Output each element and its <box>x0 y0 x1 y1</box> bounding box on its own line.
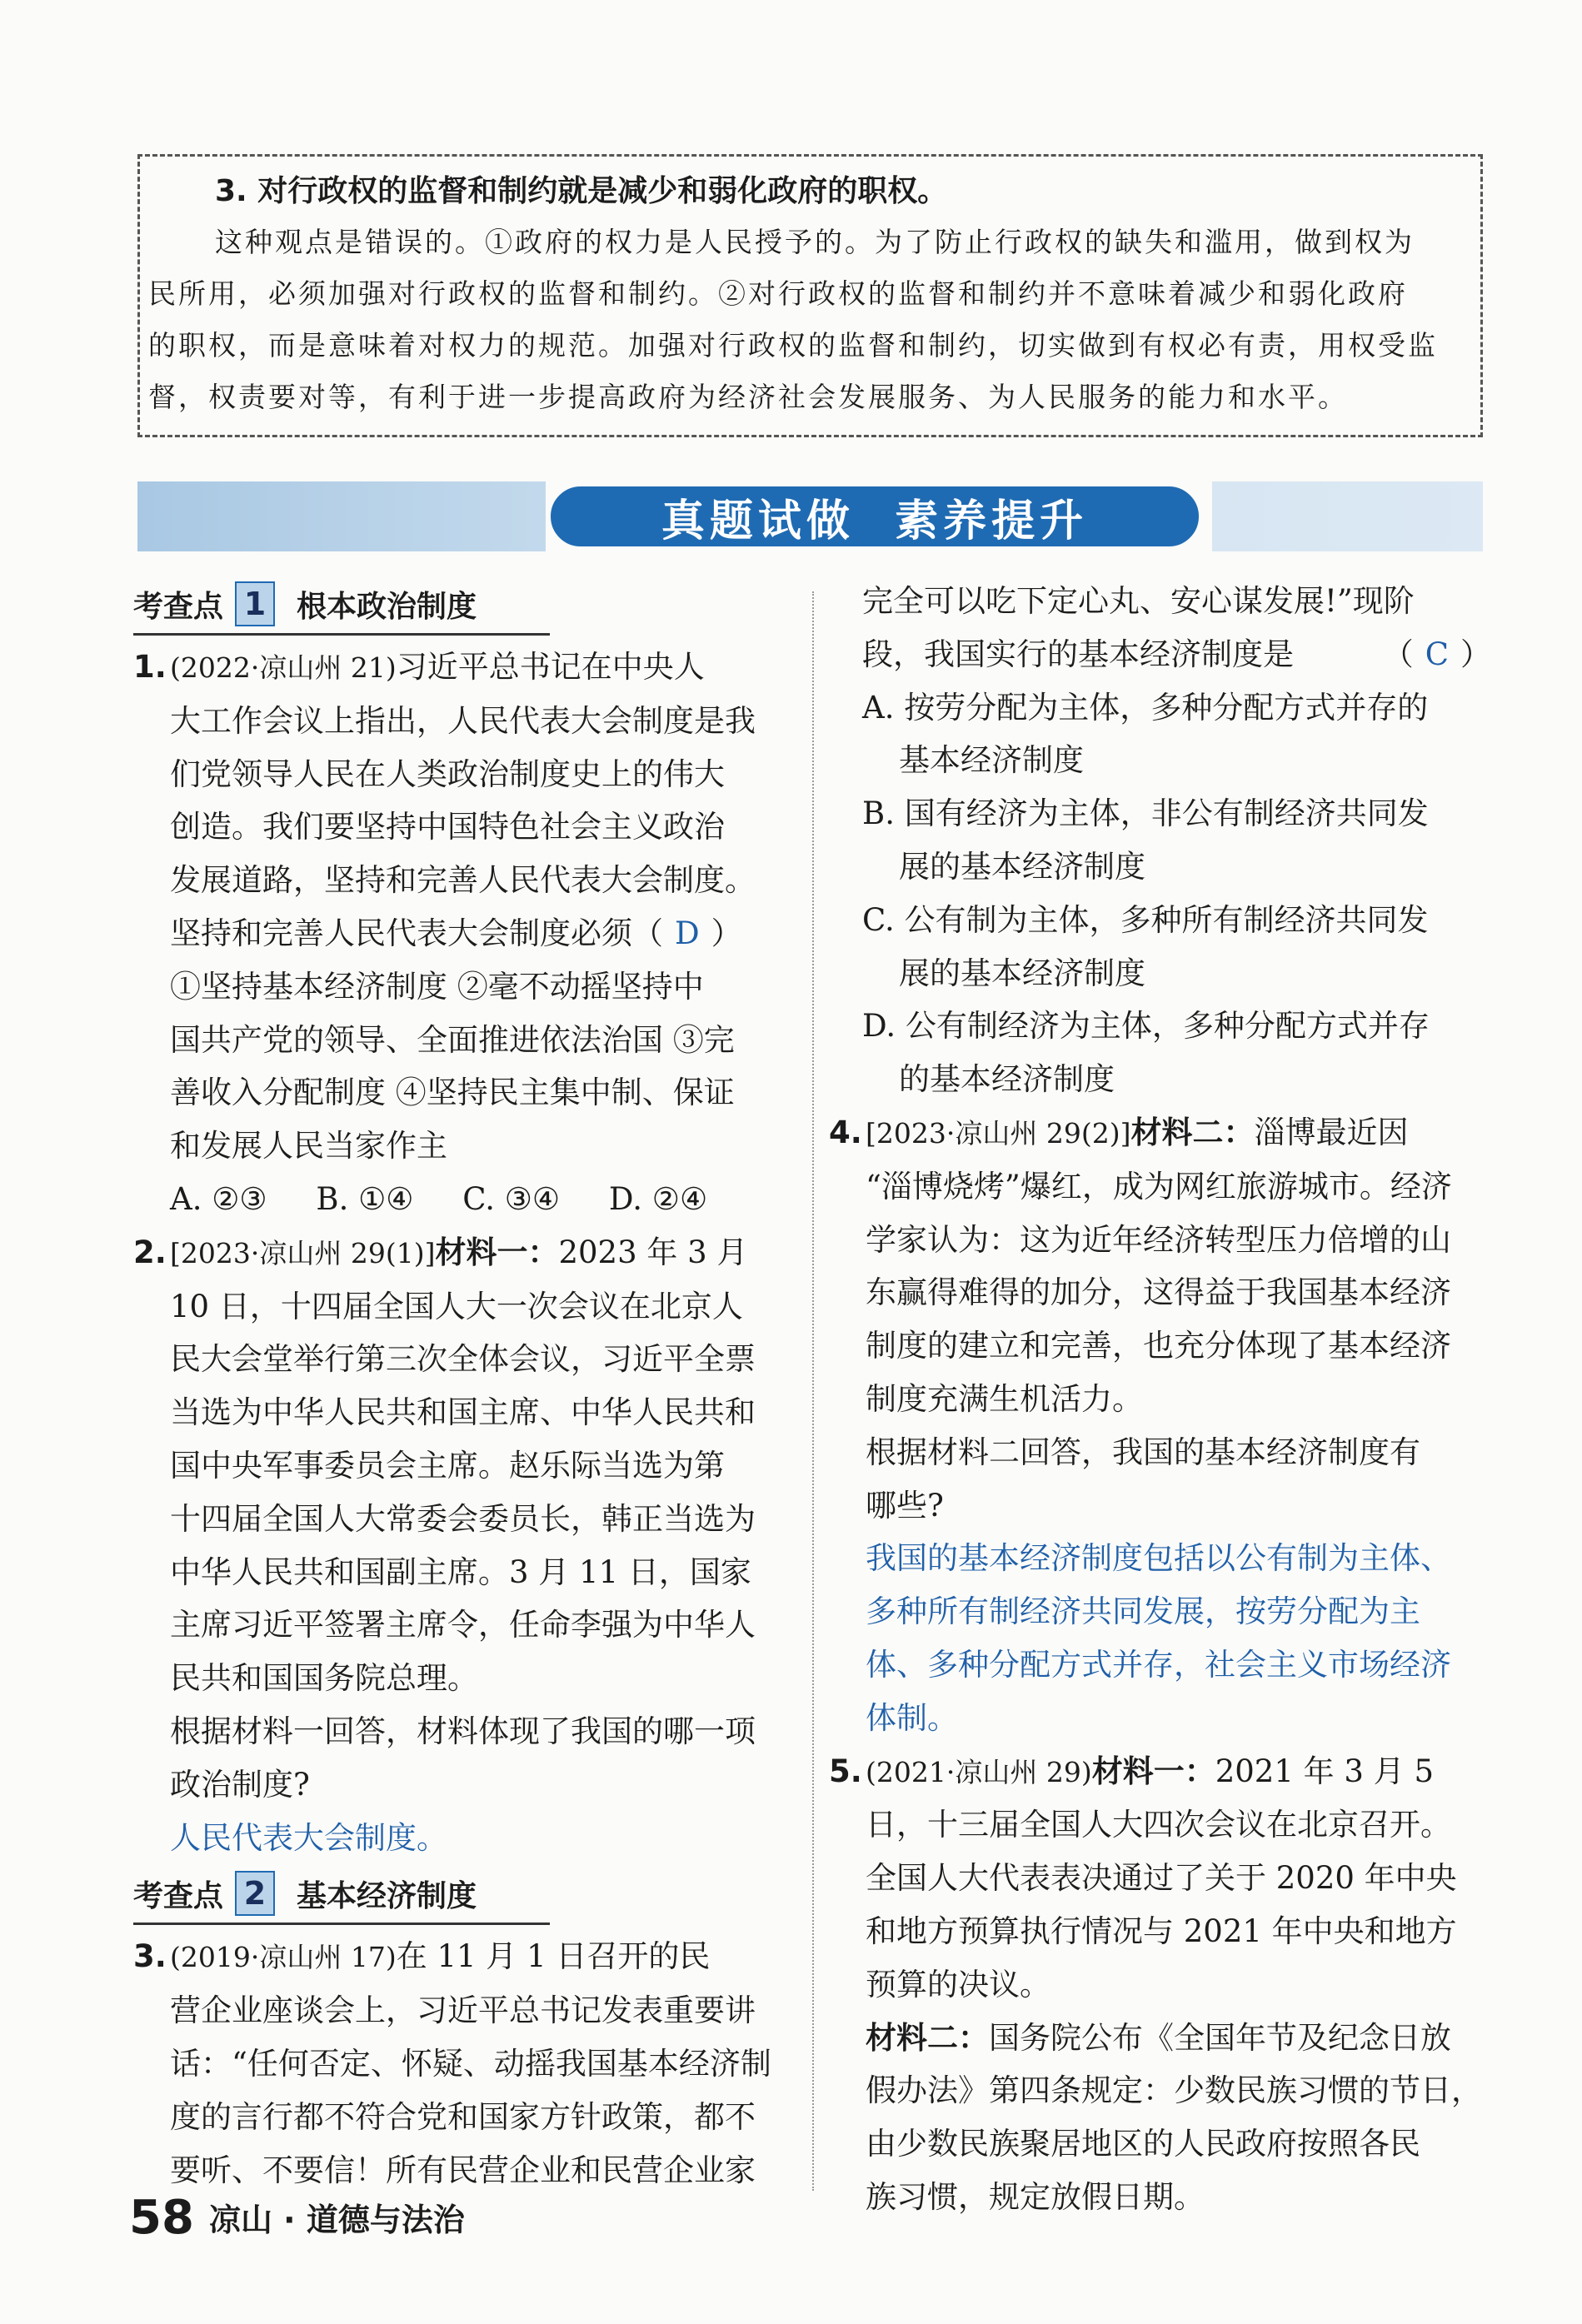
question-text: 话：“任何否定、怀疑、动摇我国基本经济制 <box>170 2045 771 2082</box>
question-text: 和地方预算执行情况与 2021 年中央和地方 <box>866 1913 1457 1949</box>
question-text: 当选为中华人民共和国主席、中华人民共和 <box>170 1394 756 1431</box>
note-title: 3. 对行政权的监督和制约就是减少和弱化政府的职权。 <box>215 174 948 208</box>
question-number: 5. <box>829 1753 862 1789</box>
option-d: D. 公有制经济为主体，多种分配方式并存 <box>862 1008 1430 1045</box>
question-text: 国共产党的领导、全面推进依法治国 ③完 <box>170 1021 735 1058</box>
question-text: 主席习近平签署主席令，任命李强为中华人 <box>170 1607 756 1643</box>
section-banner <box>137 481 1483 551</box>
answer-options: A. ②③ B. ①④ C. ③④ D. ②④ <box>170 1180 708 1217</box>
material-label: 材料一： <box>1091 1753 1215 1789</box>
question-text: 学家认为：这为近年经济转型压力倍增的山 <box>866 1221 1451 1258</box>
question-text: 假办法》第四条规定：少数民族习惯的节日， <box>866 2072 1482 2109</box>
question-number: 4. <box>829 1114 862 1150</box>
question-3 <box>133 1930 791 2197</box>
answer-text: 体、多种分配方式并存，社会主义市场经济 <box>866 1646 1451 1683</box>
question-2 <box>133 1226 791 1865</box>
option-c: C. 公有制为主体，多种所有制经济共同发 <box>862 901 1429 938</box>
answer-choice: D <box>675 915 700 951</box>
option-c: 展的基本经济制度 <box>899 955 1145 991</box>
banner-title: 真题试做 素养提升 <box>661 496 1089 546</box>
material-label: 材料二： <box>866 2019 989 2056</box>
option-b: B. 国有经济为主体，非公有制经济共同发 <box>862 795 1429 832</box>
question-1 <box>133 641 791 1226</box>
note-line: 民所用，必须加强对行政权的监督和制约。②对行政权的监督和制约并不意味着减少和弱化政府 <box>148 277 1408 310</box>
question-text: 全国人大代表表决通过了关于 2020 年中央 <box>866 1860 1457 1897</box>
question-text: 中华人民共和国副主席。3 月 11 日，国家 <box>170 1553 751 1590</box>
question-text: 发展道路，坚持和完善人民代表大会制度。 <box>170 862 756 899</box>
question-source: [2023·凉山州 29(2)] <box>866 1116 1131 1150</box>
question-source: (2022·凉山州 21) <box>170 651 397 684</box>
question-text: 和发展人民当家作主 <box>170 1128 447 1164</box>
option-d: 的基本经济制度 <box>899 1061 1115 1098</box>
option-a: A. 按劳分配为主体，多种分配方式并存的 <box>862 689 1429 726</box>
page-number: 58 <box>129 2191 194 2245</box>
question-text: 根据材料二回答，我国的基本经济制度有 <box>866 1434 1420 1470</box>
question-text: 大工作会议上指出，人民代表大会制度是我 <box>170 702 756 739</box>
material-label: 材料二： <box>1130 1114 1255 1150</box>
question-text: 习近平总书记在中央人 <box>396 649 705 685</box>
question-number: 2. <box>133 1234 167 1270</box>
question-source: (2021·凉山州 29) <box>866 1755 1092 1788</box>
question-text: 国务院公布《全国年节及纪念日放 <box>989 2019 1451 2056</box>
question-text: 日，十三届全国人大四次会议在北京召开。 <box>866 1807 1451 1843</box>
question-text: 2023 年 3 月 <box>558 1234 748 1270</box>
note-box <box>137 154 1483 437</box>
question-text: ） <box>711 915 742 951</box>
question-text: 10 日，十四届全国人大一次会议在北京人 <box>170 1288 743 1324</box>
question-text: 民共和国国务院总理。 <box>170 1660 478 1697</box>
question-text: 度的言行都不符合党和国家方针政策，都不 <box>170 2098 756 2135</box>
question-number: 1. <box>133 649 167 685</box>
question-text: 族习惯，规定放假日期。 <box>866 2178 1205 2215</box>
question-text: “淄博烧烤”爆红，成为网红旅游城市。经济 <box>866 1168 1452 1204</box>
answer-text: 人民代表大会制度。 <box>170 1819 447 1856</box>
question-text: 政治制度? <box>170 1766 310 1803</box>
section-label: 考查点 <box>133 1878 224 1913</box>
question-text: 淄博最近因 <box>1254 1114 1409 1150</box>
question-text: 制度充满生机活力。 <box>866 1380 1143 1417</box>
banner-pill <box>546 481 1204 551</box>
question-text: 营企业座谈会上，习近平总书记发表重要讲 <box>170 1992 756 2029</box>
question-3-continued: 完全可以吃下定心丸、安心谋发展!”现阶 段，我国实行的基本经济制度是 （ C ） A. 按劳分配为主体，多种分配方式并存的 基本经济制度 B. 国有经济为主体，非公有制经济共同发 展的基本经济制度 C. 公有制为主体，多种所有制经济共同发 展的基本经济制度 D. 公有制经济为主体，多种分配方式并存 的基本经济制度 <box>862 575 1491 1106</box>
note-line: 督，权责要对等，有利于进一步提高政府为经济社会发展服务、为人民服务的能力和水平。 <box>148 381 1348 413</box>
question-source: [2023·凉山州 29(1)] <box>170 1236 436 1269</box>
question-text: 十四届全国人大常委会委员长，韩正当选为 <box>170 1500 756 1537</box>
option-b: 展的基本经济制度 <box>899 848 1145 885</box>
answer-text: 体制。 <box>866 1699 958 1736</box>
material-label: 材料一： <box>435 1234 559 1270</box>
answer-text: 我国的基本经济制度包括以公有制为主体、 <box>866 1540 1451 1577</box>
question-text: 哪些? <box>866 1487 944 1524</box>
question-text: 由少数民族聚居地区的人民政府按照各民 <box>866 2126 1420 2162</box>
question-text: 完全可以吃下定心丸、安心谋发展!”现阶 <box>862 583 1415 619</box>
question-text: 段，我国实行的基本经济制度是 <box>862 636 1294 672</box>
note-line: 这种观点是错误的。①政府的权力是人民授予的。为了防止行政权的缺失和滥用，做到权为 <box>215 226 1415 258</box>
question-text: 根据材料一回答，材料体现了我国的哪一项 <box>170 1713 756 1749</box>
answer-choice: C <box>1425 636 1449 672</box>
question-text: 东赢得难得的加分，这得益于我国基本经济 <box>866 1274 1451 1311</box>
option-a: 基本经济制度 <box>899 742 1084 779</box>
column-divider <box>812 591 814 2191</box>
question-text: 创造。我们要坚持中国特色社会主义政治 <box>170 809 725 845</box>
section-heading-1 <box>133 575 550 636</box>
question-text: 坚持和完善人民代表大会制度必须（ <box>170 915 663 951</box>
right-column <box>829 575 1491 2224</box>
section-heading-2 <box>133 1864 550 1925</box>
section-title: 根本政治制度 <box>297 589 477 624</box>
question-text: 预算的决议。 <box>866 1966 1051 2002</box>
answer-text: 多种所有制经济共同发展，按劳分配为主 <box>866 1593 1420 1630</box>
question-text: 2021 年 3 月 5 <box>1215 1753 1434 1789</box>
question-5 <box>829 1745 1491 2224</box>
question-text: 在 11 月 1 日召开的民 <box>396 1938 711 1975</box>
question-text: ①坚持基本经济制度 ②毫不动摇坚持中 <box>170 968 704 1005</box>
question-text: 们党领导人民在人类政治制度史上的伟大 <box>170 756 725 792</box>
question-text: 国中央军事委员会主席。赵乐际当选为第 <box>170 1447 725 1484</box>
question-4 <box>829 1106 1491 1745</box>
question-text: 要听、不要信！所有民营企业和民营企业家 <box>170 2152 756 2188</box>
question-source: (2019·凉山州 17) <box>170 1941 397 1974</box>
section-number: 2 <box>235 1871 275 1916</box>
note-line: 的职权，而是意味着对权力的规范。加强对行政权的监督和制约，切实做到有权必有责，用权受监 <box>148 329 1438 362</box>
page-footer <box>129 2187 465 2245</box>
left-column <box>133 575 791 2197</box>
section-label: 考查点 <box>133 589 224 624</box>
question-number: 3. <box>133 1938 167 1975</box>
book-title: 凉山 · 道德与法治 <box>208 2202 465 2238</box>
question-text: 制度的建立和完善，也充分体现了基本经济 <box>866 1328 1451 1364</box>
question-text: 民大会堂举行第三次全体会议，习近平全票 <box>170 1341 756 1378</box>
question-text: 善收入分配制度 ④坚持民主集中制、保证 <box>170 1075 735 1111</box>
note-body <box>148 217 1472 423</box>
section-number: 1 <box>235 581 275 626</box>
section-title: 基本经济制度 <box>297 1878 477 1913</box>
